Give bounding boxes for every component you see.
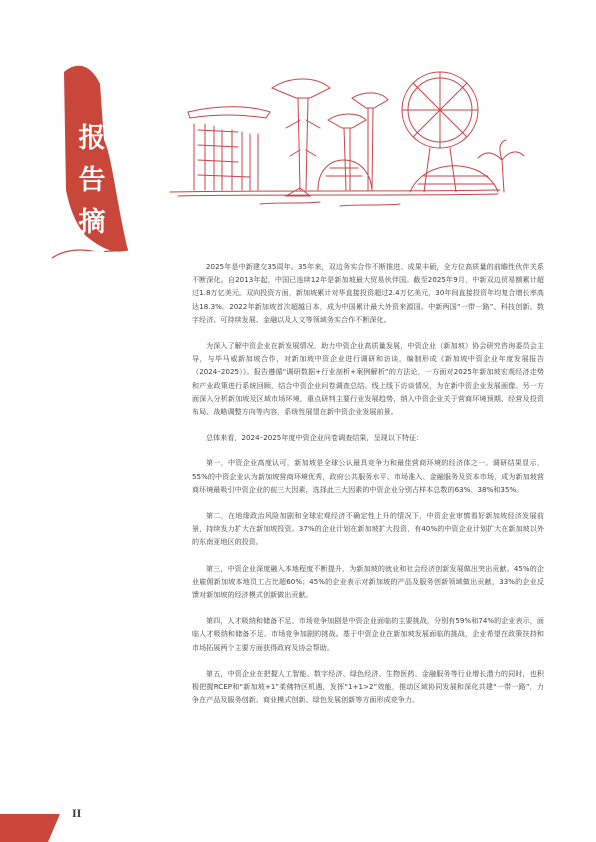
title-char: 摘 [78, 207, 106, 238]
paragraph-finding-1: 第一，中资企业高度认可，新加坡是全球公认最具竞争力和最佳营商环境的经济体之一。调研结果显示，55%的中资企业认为新加坡营商环境优秀，政府公共服务水平、市场准入、金融服务及资本市场，成为新加坡营商环境最吸引中资企业的前三大因素，选择此三大因素的中资企业分别占样本总数的63%、38%和35%。 [192, 458, 544, 494]
page-number: II [72, 806, 82, 820]
paragraph-finding-3: 第三，中资企业深度融入本地程度不断提升，为新加坡的就业和社会经济创新发展做出突出贡献。45%的企业雇佣新加坡本地员工占比超60%；45%的企业表示对新加坡的产品及服务创新领域做出贡献，33%的企业反馈对新加坡的经济模式创新做出贡献。 [192, 563, 544, 600]
report-summary-title [64, 118, 120, 286]
paragraph-intro: 2025年是中新建交35周年。35年来，双边务实合作不断推进、成果丰硕，全方位高质量的前瞻性伙伴关系不断深化。自2013年起，中国已连续12年是新加坡最大贸易伙伴国。截至2025年9月，中新双边贸易额累计超过1.8万亿美元。双向投资方面，新加坡累计对华直接投资超过2.4万亿美元，30年间直接投资年均复合增长率高达18.3%。2022年新加坡首次超越日本，成为中国累计最大外资来源国。中新两国“一带一路”、科技创新、数字经济、可持续发展、金融以及人文等领域务实合作不断深化。 [192, 262, 544, 324]
footer-accent-bar [0, 808, 64, 842]
title-char: 告 [78, 165, 106, 196]
title-char: 报 [78, 123, 106, 154]
paragraph-finding-4: 第四，人才吸纳和储备不足、市场竞争加剧是中资企业面临的主要挑战，分别有59%和74%的企业表示，面临人才吸纳和储备不足、市场竞争加剧的挑战。基于中资企业在新加坡发展面临的挑战，企业希望在政策扶持和市场拓展两个主要方面获得政府及协会帮助。 [192, 616, 544, 652]
paragraph-finding-2: 第二，在地缘政治风险加剧和全球宏观经济不确定性上升的情况下，中资企业审慎看好新加坡经济发展前景，持续发力扩大在新加坡投资。37%的企业计划在新加坡扩大投资，有40%的中资企业计划扩大在新加坡以外的东南亚地区的投资。 [192, 511, 544, 547]
header-banner [0, 0, 596, 280]
title-char: 要 [78, 249, 106, 280]
paragraph-overview: 总体来看，2024–2025年度中资企业问卷调查结果，呈现以下特征： [206, 433, 424, 443]
summary-body [192, 260, 544, 719]
paragraph-methodology: 为深入了解中资企业在新发展情况，助力中资企业高质量发展，中资企业（新加坡）协会研究咨询委员会主导，与毕马威新加坡合作，对新加坡中资企业进行调研和访谈，编制形成《新加坡中资企业年度发展报告（2024–2025）》。报告遵循“调研数据+行业剖析+案例解析”的方法论，一方面对2025年新加坡宏观经济走势和产业政策进行系统回顾，结合中资企业问卷调查总结、线上线下访谈情况，为在新中资企业发展画像。另一方面深入分析新加坡及区域市场环境，重点研判主要行业发展趋势，纳入中资企业关于营商环境预期、经营及投资布局、战略调整方向等内容，系统性展望在新中资企业发展前景。 [192, 341, 544, 417]
paragraph-finding-5: 第五，中资企业在把握人工智能、数字经济、绿色经济、生物医药、金融服务等行业增长潜力的同时，也积极把握RCEP和“新加坡+1”柔佛特区机遇，发挥“1+1>2”效能，推动区域协同发展和深化共建“一带一路”，力争在产品及服务创新、商业模式创新、绿色发展创新等方面形成竞争力。 [192, 668, 544, 705]
